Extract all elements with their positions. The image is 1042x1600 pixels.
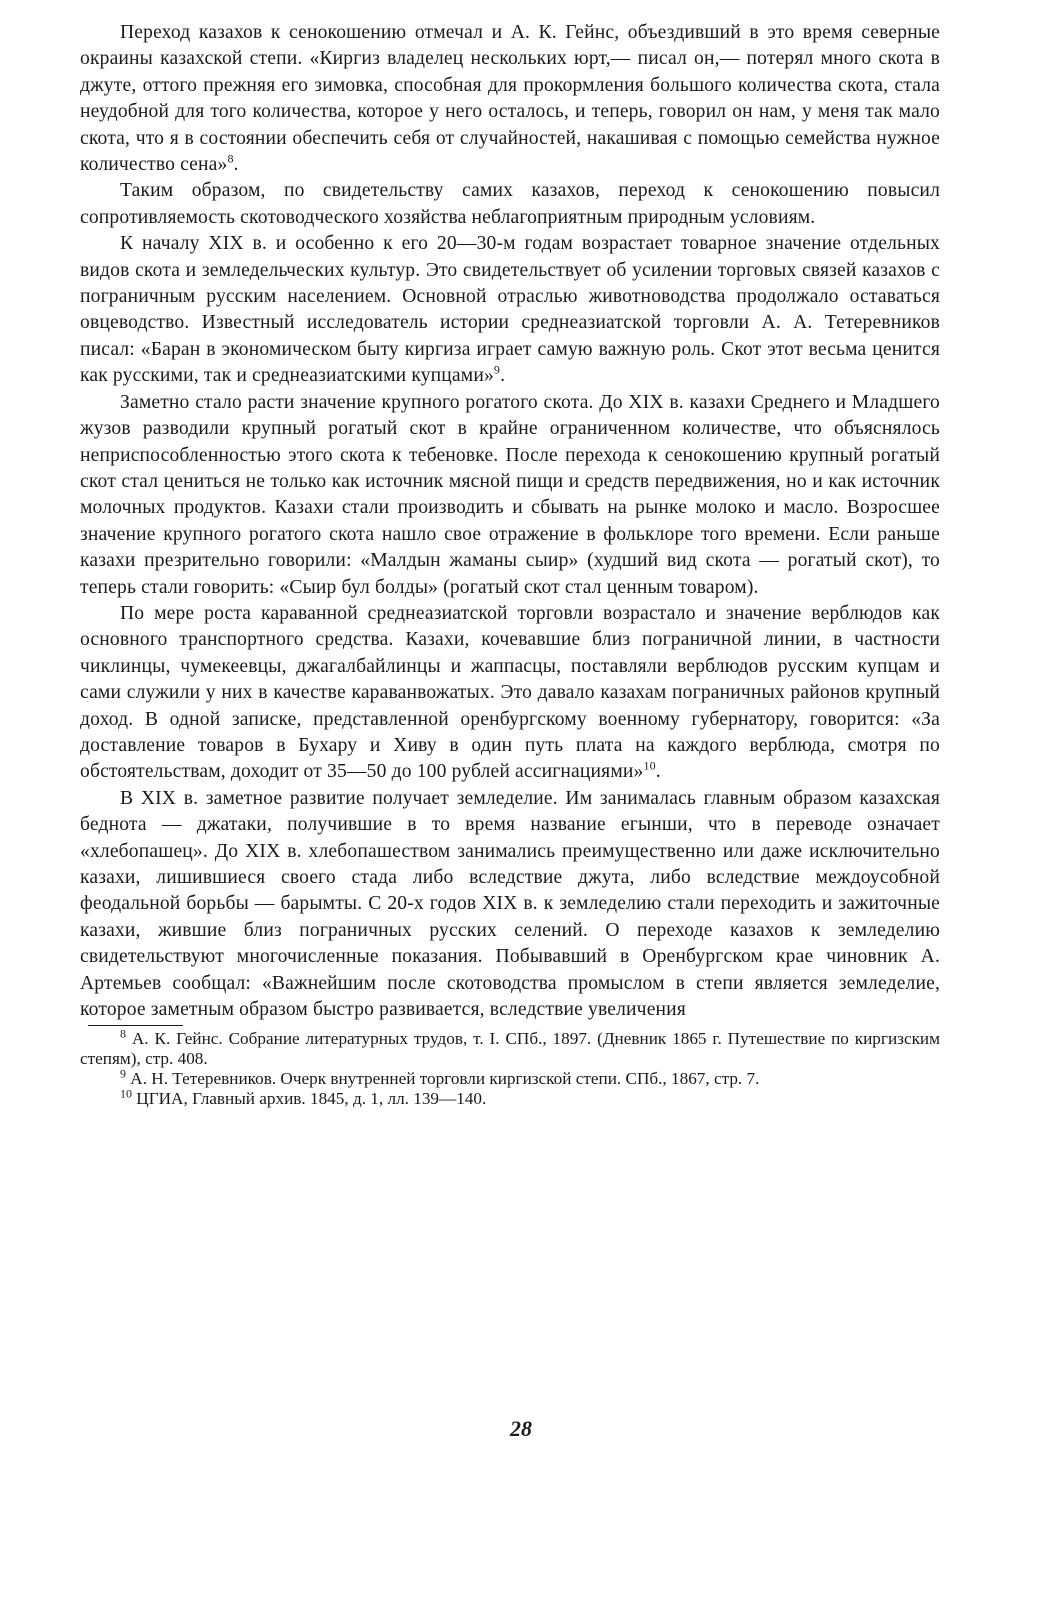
footnote bbox=[80, 1066, 940, 1089]
footnote-text: А. К. Гейнс. Собрание литературных трудов, т. I. СПб., 1897. (Дневник 1865 г. Путешествие по киргизским степям), стр. 408. bbox=[80, 1029, 940, 1069]
footnote bbox=[80, 1026, 940, 1069]
paragraph-tail: . bbox=[655, 761, 661, 783]
footnote-ref[interactable]: 9 bbox=[493, 362, 501, 377]
paragraph bbox=[80, 786, 940, 1024]
paragraph-text: Переход казахов к сенокошению отмечал и А. К. Гейнс, объездивший в это время северные окраины казахской степи. «Киргиз владелец нескольких юрт,— писал он,— потерял много скота в джуте, оттого прежняя его зимовка, способная для прокормления большого количества скота, стала неудобной для того количества, которое у него осталось, и теперь, говорил он нам, у меня так мало скота, что я в состоянии обеспечить себя от случайностей, накашивая с помощью семейства нужное количество сена» bbox=[80, 22, 940, 176]
footnote bbox=[80, 1086, 940, 1109]
paragraph-tail: . bbox=[500, 365, 506, 387]
paragraph bbox=[80, 178, 940, 231]
footnote-mark: 8 bbox=[120, 1026, 126, 1041]
page-body bbox=[80, 20, 940, 1109]
footnotes bbox=[80, 1026, 940, 1109]
paragraph bbox=[80, 601, 940, 786]
footnote-divider bbox=[88, 1025, 183, 1026]
paragraph bbox=[80, 20, 940, 178]
footnote-mark: 10 bbox=[120, 1086, 132, 1101]
paragraph-text: К началу XIX в. и особенно к его 20—30-м годам возрастает товарное значение отдельных видов скота и земледельческих культур. Это свидетельствует об усилении торговых связей казахов с пограничным русским населением. Основной отраслью животноводства продолжало оставаться овцеводство. Известный исследователь истории среднеазиатской торговли А. А. Тетеревников писал: «Баран в экономическом быту киргиза играет самую важную роль. Скот этот весьма ценится как русскими, так и среднеазиатскими купцами» bbox=[80, 233, 940, 387]
paragraph bbox=[80, 231, 940, 389]
page-number: 28 bbox=[510, 1416, 532, 1441]
footnote-mark: 9 bbox=[120, 1066, 126, 1081]
footnote-text: ЦГИА, Главный архив. 1845, д. 1, лл. 139—140. bbox=[136, 1089, 487, 1109]
paragraph-text: Таким образом, по свидетельству самих казахов, переход к сенокошению повысил сопротивляемость скотоводческого хозяйства неблагоприятным природным условиям. bbox=[80, 180, 940, 228]
paragraph-text: Заметно стало расти значение крупного рогатого скота. До XIX в. казахи Среднего и Младшего жузов разводили крупный рогатый скот в крайне ограниченном количестве, что объяснялось неприспособленностью этого скота к тебеновке. После перехода к сенокошению крупный рогатый скот стал цениться не только как источник мясной пищи и средств передвижения, но и как источник молочных продуктов. Казахи стали производить и сбывать на рынке молоко и масло. Возросшее значение крупного рогатого скота нашло свое отражение в фольклоре того времени. Если раньше казахи презрительно говорили: «Малдын жаманы сыир» (худший вид скота — рогатый скот), то теперь стали говорить: «Сыир бул болды» (рогатый скот стал ценным товаром). bbox=[80, 391, 940, 598]
footnote-ref[interactable]: 10 bbox=[643, 758, 656, 773]
footnote-ref[interactable]: 8 bbox=[227, 151, 234, 166]
footnote-text: А. Н. Тетеревников. Очерк внутренней торговли киргизской степи. СПб., 1867, стр. 7. bbox=[130, 1069, 760, 1089]
main-text bbox=[80, 20, 940, 1023]
paragraph-tail: . bbox=[233, 154, 239, 176]
paragraph-text: По мере роста караванной среднеазиатской торговли возрастало и значение верблюдов как основного транспортного средства. Казахи, кочевавшие близ пограничной линии, в частности чиклинцы, чумекеевцы, джагалбайлинцы и жаппасцы, поставляли верблюдов русским купцам и сами служили у них в качестве караванвожатых. Это давало казахам пограничных районов крупный доход. В одной записке, представленной оренбургскому военному губернатору, говорится: «За доставление товаров в Бухару и Хиву в один путь плата на каждого верблюда, смотря по обстоятельствам, доходит от 35—50 до 100 рублей ассигнациями» bbox=[80, 602, 940, 783]
paragraph bbox=[80, 390, 940, 601]
paragraph-text: В XIX в. заметное развитие получает земледелие. Им занималась главным образом казахская беднота — джатаки, получившие в то время название егынши, что в переводе означает «хлебопашец». До XIX в. хлебопашеством занимались преимущественно или даже исключительно казахи, лишившиеся своего стада либо вследствие джута, либо вследствие междоусобной феодальной борьбы — барымты. С 20-х годов XIX в. к земледелию стали переходить и зажиточные казахи, жившие близ пограничных русских селений. О переходе казахов к земледелию свидетельствуют многочисленные показания. Побывавший в Оренбургском крае чиновник А. Артемьев сообщал: «Важнейшим после скотоводства промыслом в степи является земледелие, которое заметным образом быстро развивается, вследствие увеличения bbox=[80, 787, 940, 1021]
